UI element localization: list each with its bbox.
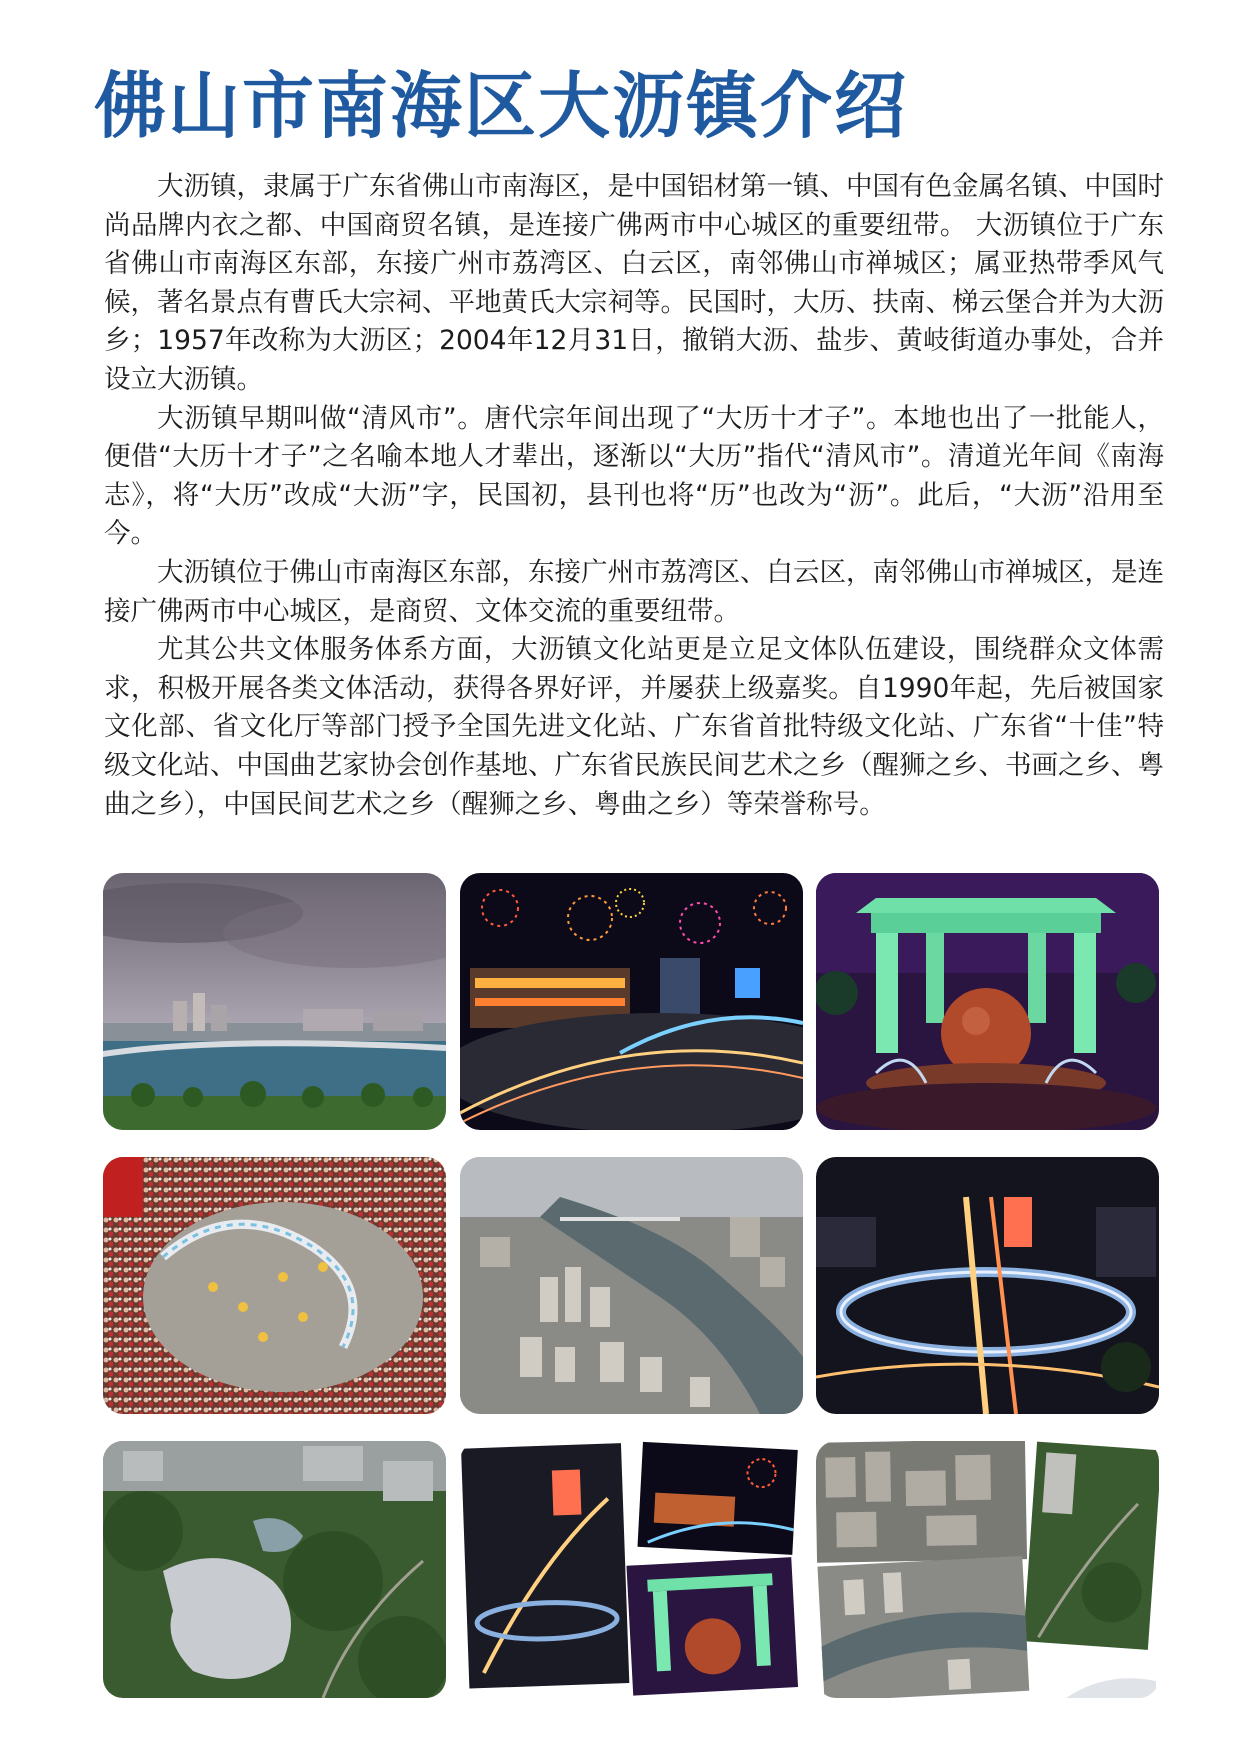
river-bridge-photo [103, 873, 446, 1130]
photo-grid [103, 873, 1159, 1703]
paragraph: 大沥镇位于佛山市南海区东部，东接广州市荔湾区、白云区，南邻佛山市禅城区，是连接广佛两市中心城区，是商贸、文体交流的重要纽带。 [104, 556, 1164, 627]
page-title: 佛山市南海区大沥镇介绍 [94, 64, 909, 148]
article-body [104, 168, 1164, 824]
aerial-collage-photo [816, 1441, 1159, 1698]
fireworks-night-plaza-photo [460, 873, 803, 1130]
aerial-river-city-photo [460, 1157, 803, 1414]
paragraph: 尤其公共文体服务体系方面，大沥镇文化站更是立足文体队伍建设，围绕群众文体需求，积极开展各类文体活动，获得各界好评，并屡获上级嘉奖。自1990年起，先后被国家文化部、省文化厅等部门授予全国先进文化站、广东省首批特级文化站、广东省“十佳”特级文化站、中国曲艺家协会创作基地、广东省民族民间艺术之乡（醒狮之乡、书画之乡、粤曲之乡），中国民间艺术之乡（醒狮之乡、粤曲之乡）等荣誉称号。 [104, 634, 1164, 820]
paragraph: 大沥镇早期叫做“清风市”。唐代宗年间出现了“大历十才子”。本地也出了一批能人，便借“大历十才子”之名喻本地人才辈出，逐渐以“大历”指代“清风市”。清道光年间《南海志》，将“大历”改成“大沥”字，民国初，县刊也将“历”也改为“沥”。此后，“大沥”沿用至今。 [104, 402, 1164, 550]
dragon-dance-crowd-photo [103, 1157, 446, 1414]
paragraph: 大沥镇，隶属于广东省佛山市南海区，是中国铝材第一镇、中国有色金属名镇、中国时尚品牌内衣之都、中国商贸名镇，是连接广佛两市中心城区的重要纽带。 大沥镇位于广东省佛山市南海区东部，东接广州市荔湾区、白云区，南邻佛山市禅城区；属亚热带季风气候，著名景点有曹氏大宗祠、平地黄氏大宗祠等。民国时，大历、扶南、梯云堡合并为大沥乡；1957年改称为大沥区；2004年12月31日，撤销大沥、盐步、黄岐街道办事处，合并设立大沥镇。 [104, 171, 1164, 395]
archway-fountain-photo [816, 873, 1159, 1130]
night-collage-photo [460, 1441, 803, 1698]
aerial-lake-hills-photo [103, 1441, 446, 1698]
night-roundabout-photo [816, 1157, 1159, 1414]
